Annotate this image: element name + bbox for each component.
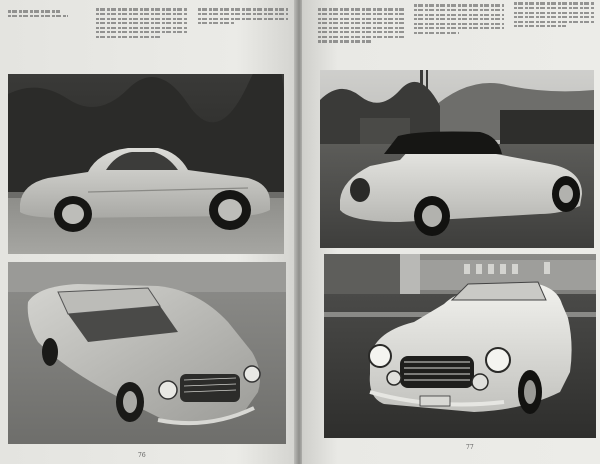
right-page bbox=[302, 0, 600, 464]
right-caption-column-2 bbox=[414, 2, 504, 36]
cabriolet-three-quarter-photo bbox=[8, 262, 286, 444]
right-page-number: 77 bbox=[466, 444, 474, 451]
left-page-number: 76 bbox=[138, 452, 146, 459]
left-page bbox=[0, 0, 296, 464]
right-caption-column-3 bbox=[514, 0, 594, 30]
left-caption-column-1 bbox=[96, 6, 188, 40]
roadster-front-photo bbox=[324, 254, 596, 438]
coupe-side-photo bbox=[8, 74, 284, 254]
roadster-rear-photo bbox=[320, 70, 594, 248]
left-caption-column-2 bbox=[198, 6, 288, 27]
left-running-header bbox=[8, 8, 88, 20]
right-caption-column-1 bbox=[318, 6, 406, 45]
